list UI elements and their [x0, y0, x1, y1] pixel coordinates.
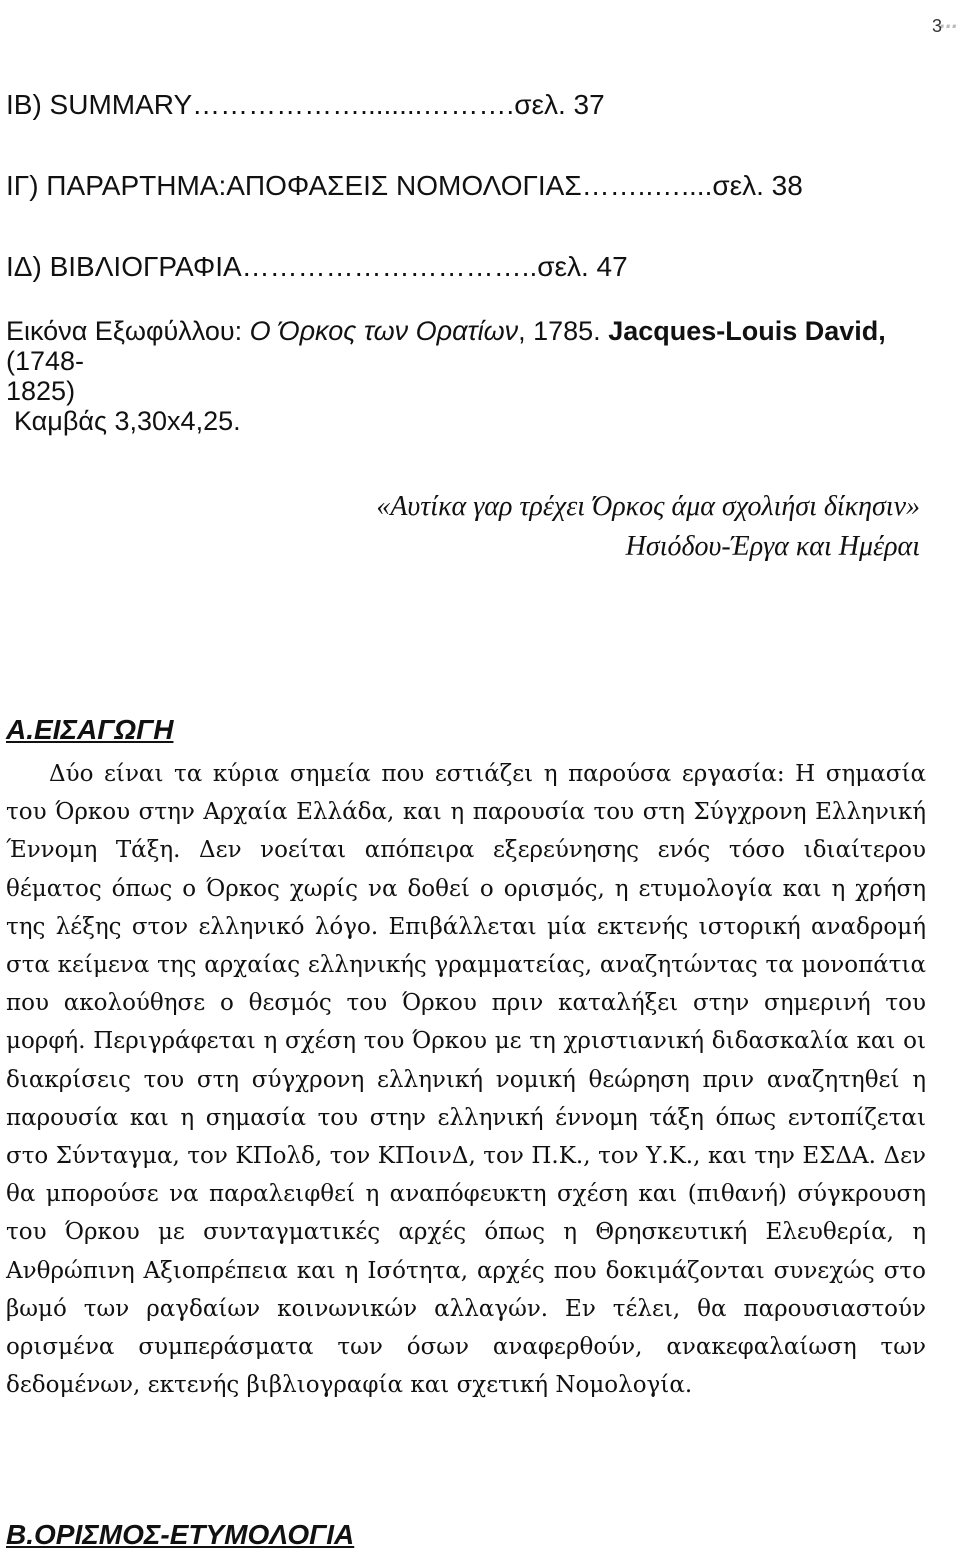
- toc-page: σελ. 47: [537, 251, 628, 282]
- toc-label: ΙΔ) ΒΙΒΛΙΟΓΡΑΦΙΑ: [6, 251, 242, 282]
- caption-prefix: Εικόνα Εξωφύλλου:: [6, 316, 250, 346]
- toc-leader: ……..…....: [581, 170, 713, 201]
- caption-artwork-title: Ο Όρκος των Ορατίων: [249, 316, 519, 346]
- epigraph-source: Ησιόδου-Έργα και Ημέραι: [625, 531, 920, 562]
- section-title-introduction: Α.ΕΙΣΑΓΩΓΗ: [6, 714, 174, 745]
- epigraph-quote: «Αυτίκα γαρ τρέχει Όρκος άμα σχολιήσι δίκησιν»: [376, 491, 920, 522]
- page-corner-mark: ...: [939, 8, 958, 33]
- toc-entry-bibliography: [6, 246, 926, 288]
- toc-leader: ………………........……….: [192, 89, 515, 120]
- cover-image-caption: [6, 316, 926, 436]
- toc-entry-summary: [6, 84, 926, 126]
- section-title-definition: Β.ΟΡΙΣΜΟΣ-ΕΤΥΜΟΛΟΓΙΑ: [6, 1519, 355, 1550]
- toc-page: σελ. 38: [712, 170, 803, 201]
- epigraph: [376, 487, 920, 567]
- toc-label: ΙΒ) SUMMARY: [6, 89, 193, 120]
- introduction-paragraph: Δύο είναι τα κύρια σημεία που εστιάζει η παρούσα εργασία: Η σημασία του Όρκου στην Αρχαία Ελλάδα, και η παρουσία του στη Σύγχρονη Ελληνική Έννομη Τάξη. Δεν νοείται απόπειρα εξερεύνησης ενός τόσο ιδιαίτερου θέματος όπως ο Όρκος χωρίς να δοθεί ο ορισμός, η ετυμολογία και η χρήση της λέξης στον ελληνικό λόγο. Επιβάλλεται μία εκτενής ιστορική αναδρομή στα κείμενα της αρχαίας ελληνικής γραμματείας, αναζητώντας τα μονοπάτια που ακολούθησε ο θεσμός του Όρκου πριν καταλήξει στην σημερινή του μορφή. Περιγράφεται η σχέση του Όρκου με τη χριστιανική διδασκαλία και οι διακρίσεις του στη σύγχρονη ελληνική νομική θεώρηση πριν αναζητηθεί η παρουσία και η σημασία του στην ελληνική έννομη τάξη όπως εντοπίζεται στο Σύνταγμα, τον ΚΠολδ, τον ΚΠοινΔ, τον Π.Κ., τον Υ.Κ., και την ΕΣΔΑ. Δεν θα μπορούσε να παραλειφθεί η αναπόφευκτη σχέση και (πιθανή) σύγκρουση του Όρκου με συνταγματικές αρχές όπως η Θρησκευτική Ελευθερία, η Ανθρώπινη Αξιοπρέπεια και η Ισότητα, αρχές που δοκιμάζονται συνεχώς στο βωμό των ραγδαίων κοινωνικών αλλαγών. Εν τέλει, θα παρουσιαστούν ορισμένα συμπεράσματα των όσων αναφερθούν, ανακεφαλαίωση των δεδομένων, εκτενής βιβλιογραφία και σχετική Νομολογία.: [6, 761, 926, 1399]
- toc-entry-appendix: [6, 165, 926, 207]
- toc-page: σελ. 37: [514, 89, 605, 120]
- caption-dates-end: 1825): [6, 376, 76, 406]
- toc-leader: …………………………..: [241, 251, 538, 282]
- caption-dates: (1748-: [6, 346, 85, 376]
- caption-artist: Jacques-Louis David,: [608, 316, 886, 346]
- page-number: 3: [931, 16, 942, 36]
- table-of-contents: [6, 84, 926, 288]
- caption-medium: Καμβάς 3,30x4,25.: [14, 406, 241, 436]
- caption-year: , 1785.: [518, 316, 609, 346]
- toc-label: ΙΓ) ΠΑΡΑΡΤΗΜΑ:ΑΠΟΦΑΣΕΙΣ ΝΟΜΟΛΟΓΙΑΣ: [6, 170, 582, 201]
